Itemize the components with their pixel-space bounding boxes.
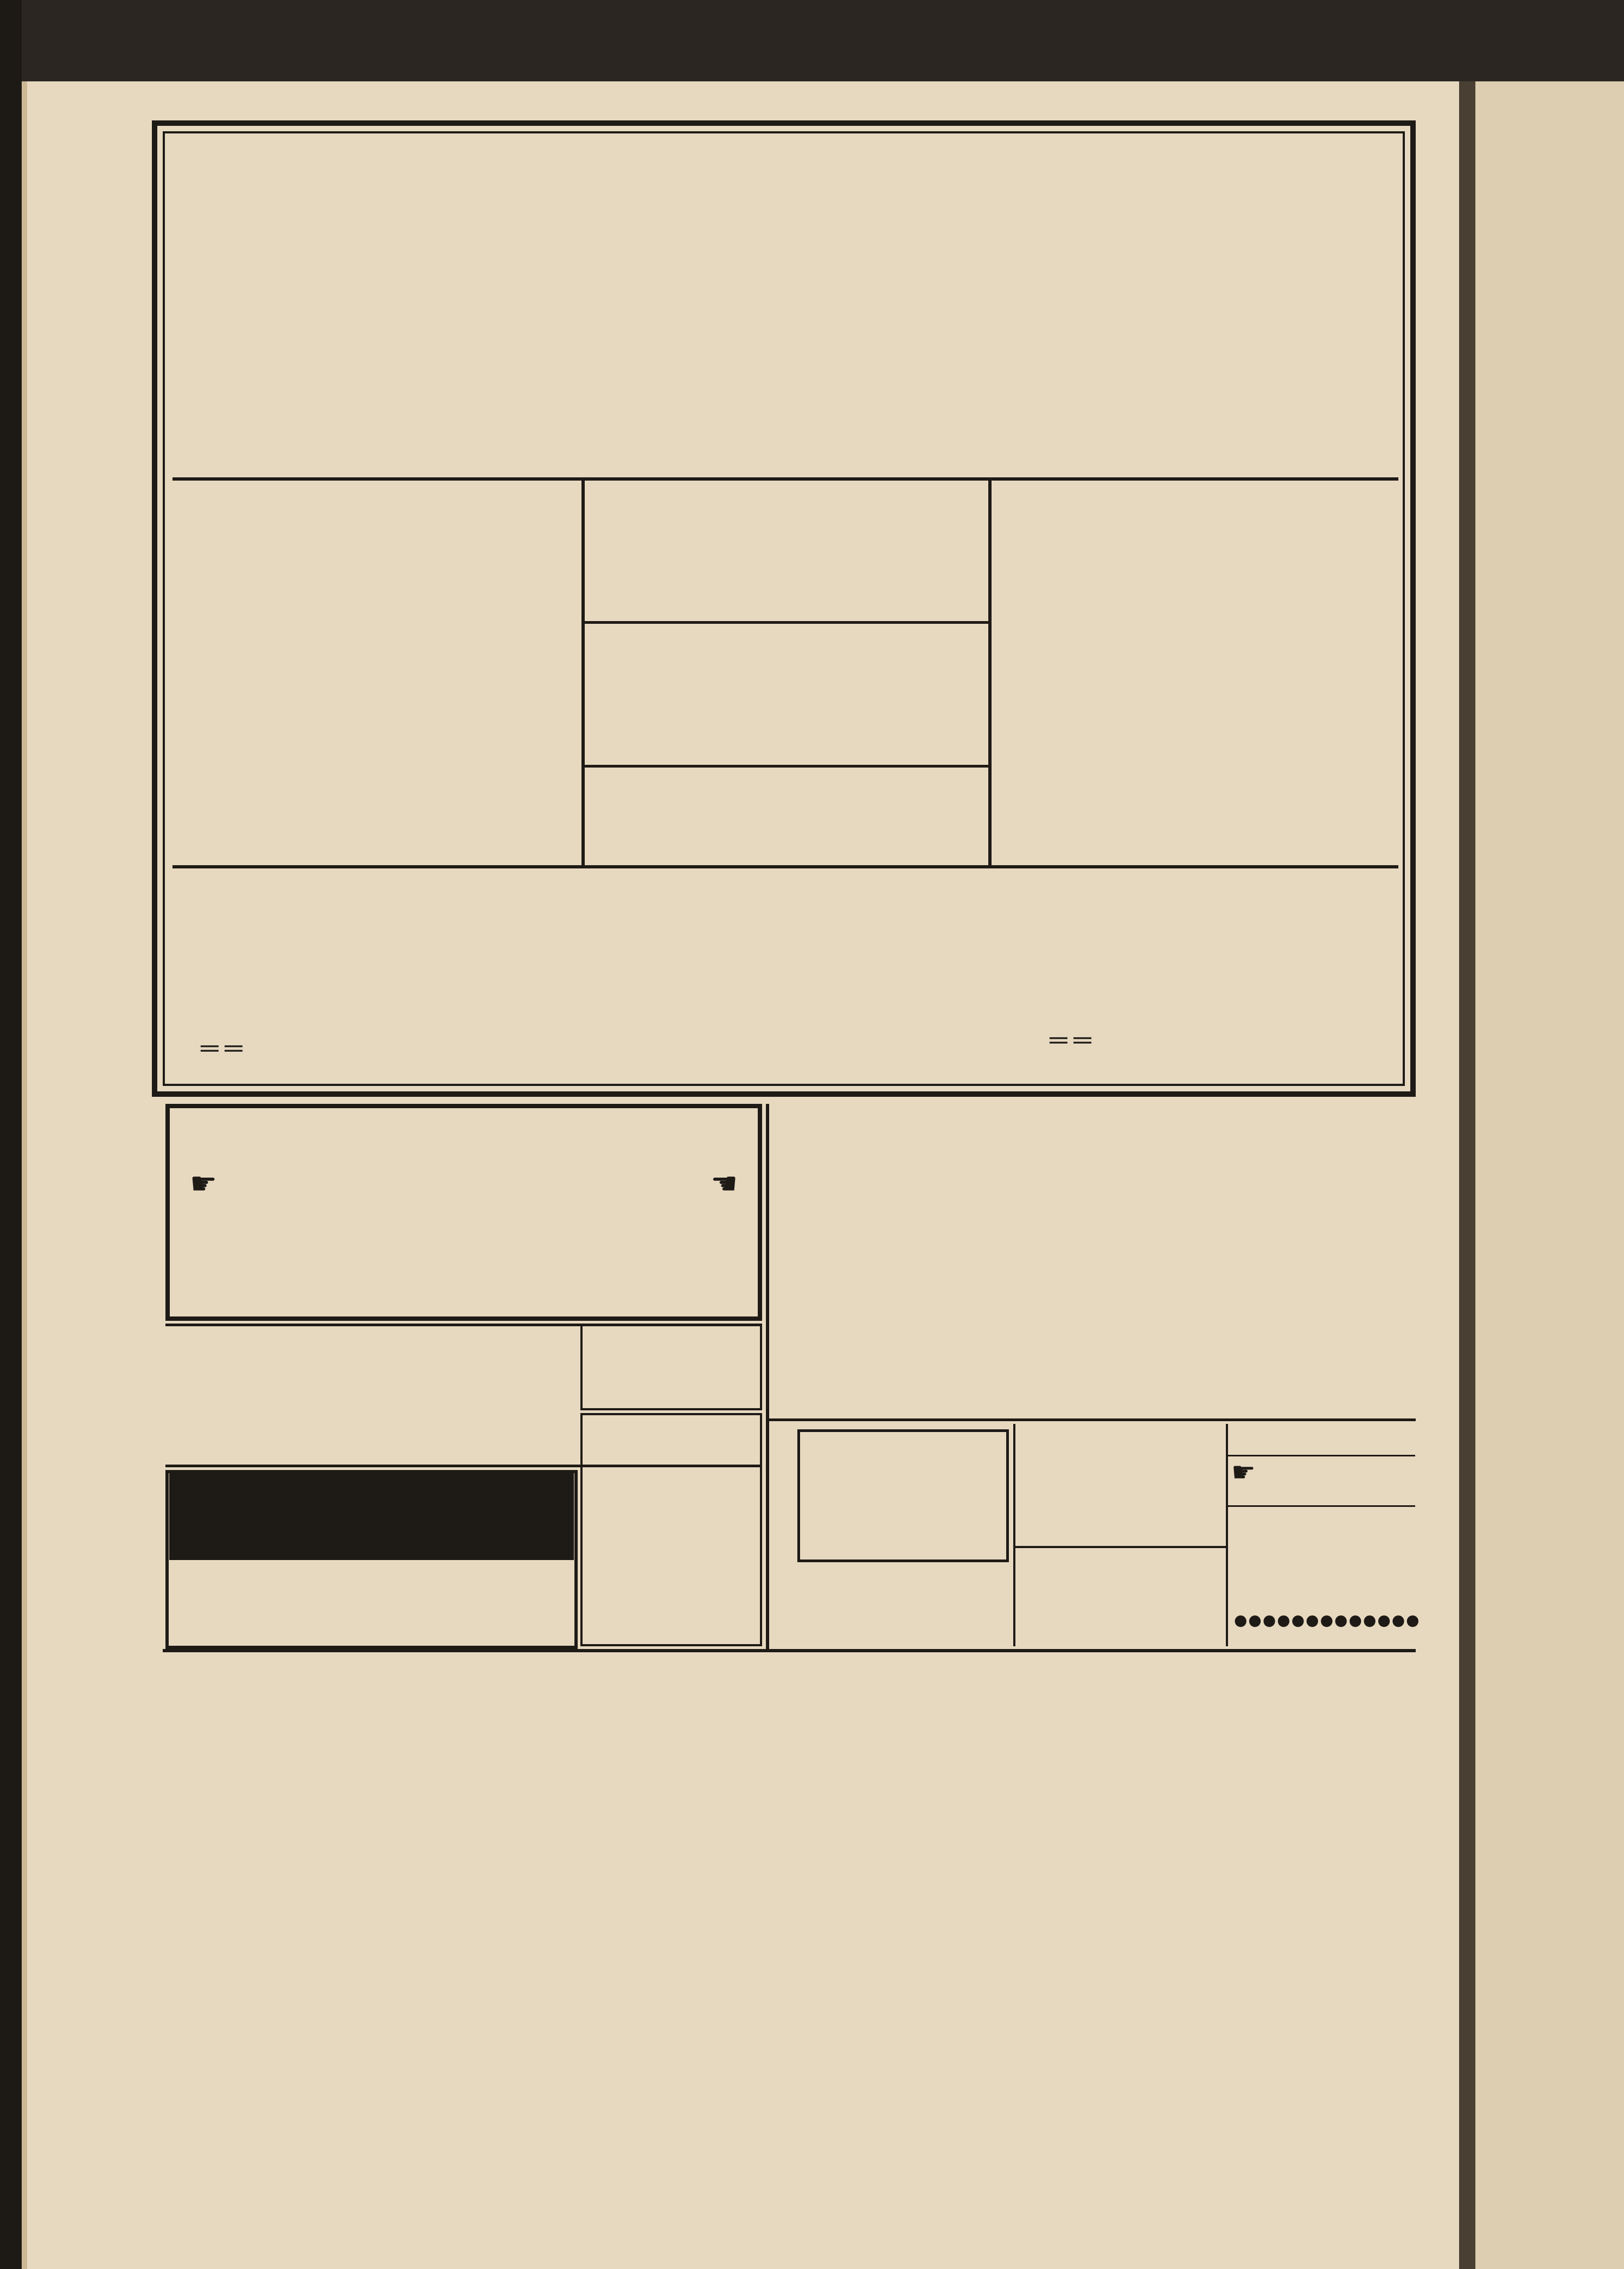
binding-gutter bbox=[1459, 81, 1475, 2269]
pointing-hand-icon: ☛ bbox=[711, 1166, 738, 1201]
section-rule bbox=[769, 1418, 1416, 1421]
grid-line bbox=[988, 477, 992, 866]
section-rule bbox=[1015, 1546, 1226, 1548]
grid-line bbox=[585, 765, 988, 768]
tagline bbox=[195, 369, 1378, 401]
tapeten-banner-bg bbox=[169, 1473, 574, 1560]
column-rule bbox=[1226, 1424, 1228, 1646]
pointing-hand-icon: ☛ bbox=[1231, 1456, 1256, 1488]
scan-background bbox=[0, 0, 22, 2269]
gruenebaum-inner-frame bbox=[163, 131, 1405, 1086]
workshop-left-wrap: ═ ═ bbox=[201, 1034, 242, 1062]
grid-line bbox=[585, 621, 988, 624]
briefmarken-ad bbox=[580, 1324, 762, 1410]
grid-line bbox=[581, 477, 585, 866]
zucker-ad bbox=[580, 1413, 762, 1646]
grid-line bbox=[172, 477, 1398, 481]
section-rule bbox=[163, 1649, 1416, 1652]
column-rule bbox=[1013, 1424, 1015, 1646]
grid-line bbox=[172, 865, 1398, 868]
column-rule bbox=[766, 1104, 769, 1649]
section-rule bbox=[1228, 1455, 1415, 1456]
workshop-right-wrap: ═ ═ bbox=[1050, 1026, 1091, 1053]
section-rule bbox=[1228, 1505, 1415, 1507]
pointing-hand-icon: ☛ bbox=[190, 1166, 218, 1201]
next-page-column bbox=[1475, 81, 1624, 2269]
hypotheken-ad bbox=[797, 1429, 1009, 1562]
paper-edge bbox=[22, 81, 27, 2269]
fangmann-wavy-border bbox=[163, 1654, 1416, 2067]
decorative-border-icon: ●●●●●●●●●●●●● bbox=[1234, 1611, 1421, 1629]
lottery-ad bbox=[165, 1104, 762, 1321]
